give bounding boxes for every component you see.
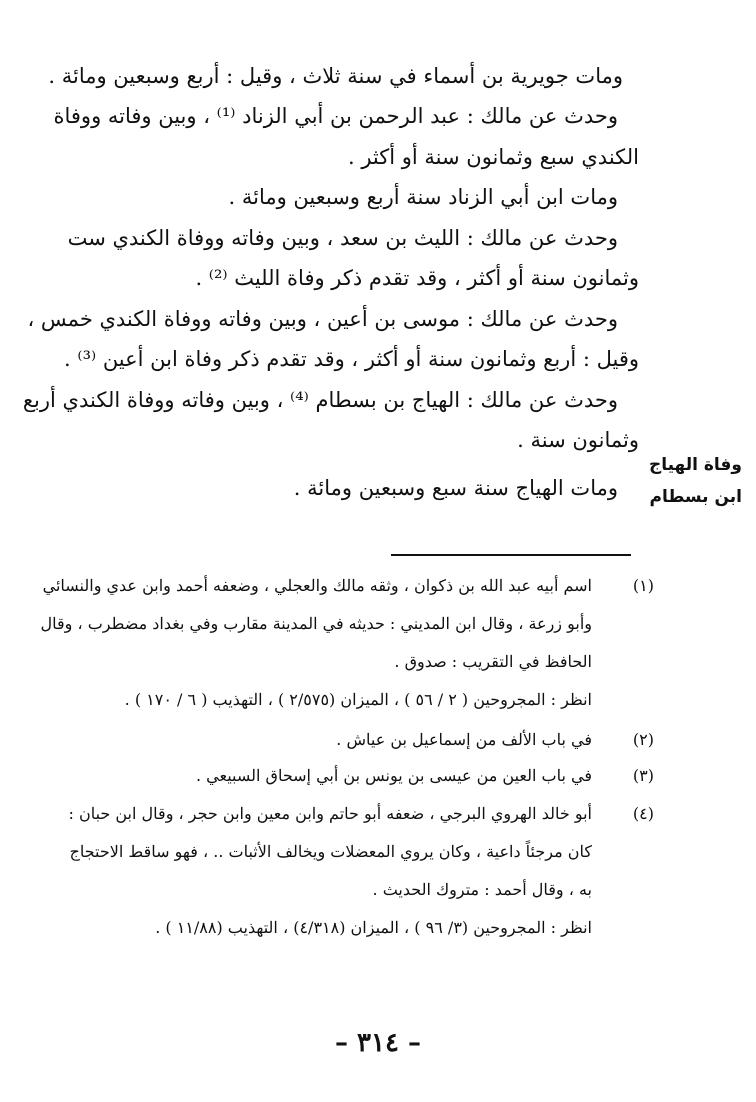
footnote-1-text-a: اسم أبيه عبد الله بن ذكوان ، وثقه مالك والعجلي ، وضعفه أحمد وابن عدي والنسائي	[42, 576, 592, 595]
footnote-2-number: (٢)	[632, 730, 654, 749]
body-line-5: وحدث عن مالك : الليث بن سعد ، وبين وفاته ووفاة الكندي ست	[67, 226, 618, 250]
margin-heading-line-2: ابن بسطام	[649, 487, 742, 507]
footnote-4-source: انظر : المجروحين (٣/ ٩٦ ) ، الميزان (٤/٣١٨) ، التهذيب (١١/٨٨ ) .	[155, 918, 592, 937]
footnote-4-text-b: كان مرجئاً داعية ، وكان يروي المعضلات ويخالف الأثبات .. ، فهو ساقط الاحتجاج	[69, 842, 592, 861]
page-number: – ٣١٤ –	[334, 1028, 422, 1058]
body-line-9: وحدث عن مالك : الهياج بن بسطام ⁽⁴⁾ ، وبين وفاته ووفاة الكندي أربع	[22, 388, 618, 412]
footnote-4-number: (٤)	[632, 804, 654, 823]
body-line-10: وثمانون سنة .	[517, 428, 639, 452]
footnote-3-number: (٣)	[632, 766, 654, 785]
footnote-4-text-a: أبو خالد الهروي البرجي ، ضعفه أبو حاتم وابن معين وابن حجر ، وقال ابن حبان :	[68, 804, 592, 823]
footnote-2-text: في باب الألف من إسماعيل بن عياش .	[336, 730, 592, 749]
margin-heading-line-1: وفاة الهياج	[648, 455, 742, 475]
body-line-11: ومات الهياج سنة سبع وسبعين ومائة .	[293, 476, 618, 500]
body-line-2: وحدث عن مالك : عبد الرحمن بن أبي الزناد ⁽¹⁾ ، وبين وفاته ووفاة	[53, 104, 618, 128]
footnote-4-text-c: به ، وقال أحمد : متروك الحديث .	[372, 880, 592, 899]
footnote-1-text-b: وأبو زرعة ، وقال ابن المديني : حديثه في المدينة مقارب وفي بغداد مضطرب ، وقال	[40, 614, 592, 633]
margin-heading	[649, 449, 742, 513]
body-line-7: وحدث عن مالك : موسى بن أعين ، وبين وفاته ووفاة الكندي خمس ،	[27, 307, 618, 331]
body-line-6: وثمانون سنة أو أكثر ، وقد تقدم ذكر وفاة الليث ⁽²⁾ .	[195, 266, 639, 290]
body-line-1: ومات جويرية بن أسماء في سنة ثلاث ، وقيل : أربع وسبعين ومائة .	[48, 64, 623, 88]
footnote-3-text: في باب العين من عيسى بن يونس بن أبي إسحاق السبيعي .	[195, 766, 592, 785]
body-line-4: ومات ابن أبي الزناد سنة أربع وسبعين ومائة .	[228, 185, 618, 209]
footnote-1-number: (١)	[632, 576, 654, 595]
body-line-8: وقيل : أربع وثمانون سنة أو أكثر ، وقد تقدم ذكر وفاة ابن أعين ⁽³⁾ .	[64, 347, 639, 371]
footnote-1-text-c: الحافظ في التقريب : صدوق .	[394, 652, 592, 671]
body-line-3: الكندي سبع وثمانون سنة أو أكثر .	[347, 145, 639, 169]
footnote-separator	[391, 554, 631, 556]
footnote-1-source: انظر : المجروحين ( ٢ / ٥٦ ) ، الميزان (٢/٥٧٥ ) ، التهذيب ( ٦ / ١٧٠ ) .	[124, 690, 592, 709]
